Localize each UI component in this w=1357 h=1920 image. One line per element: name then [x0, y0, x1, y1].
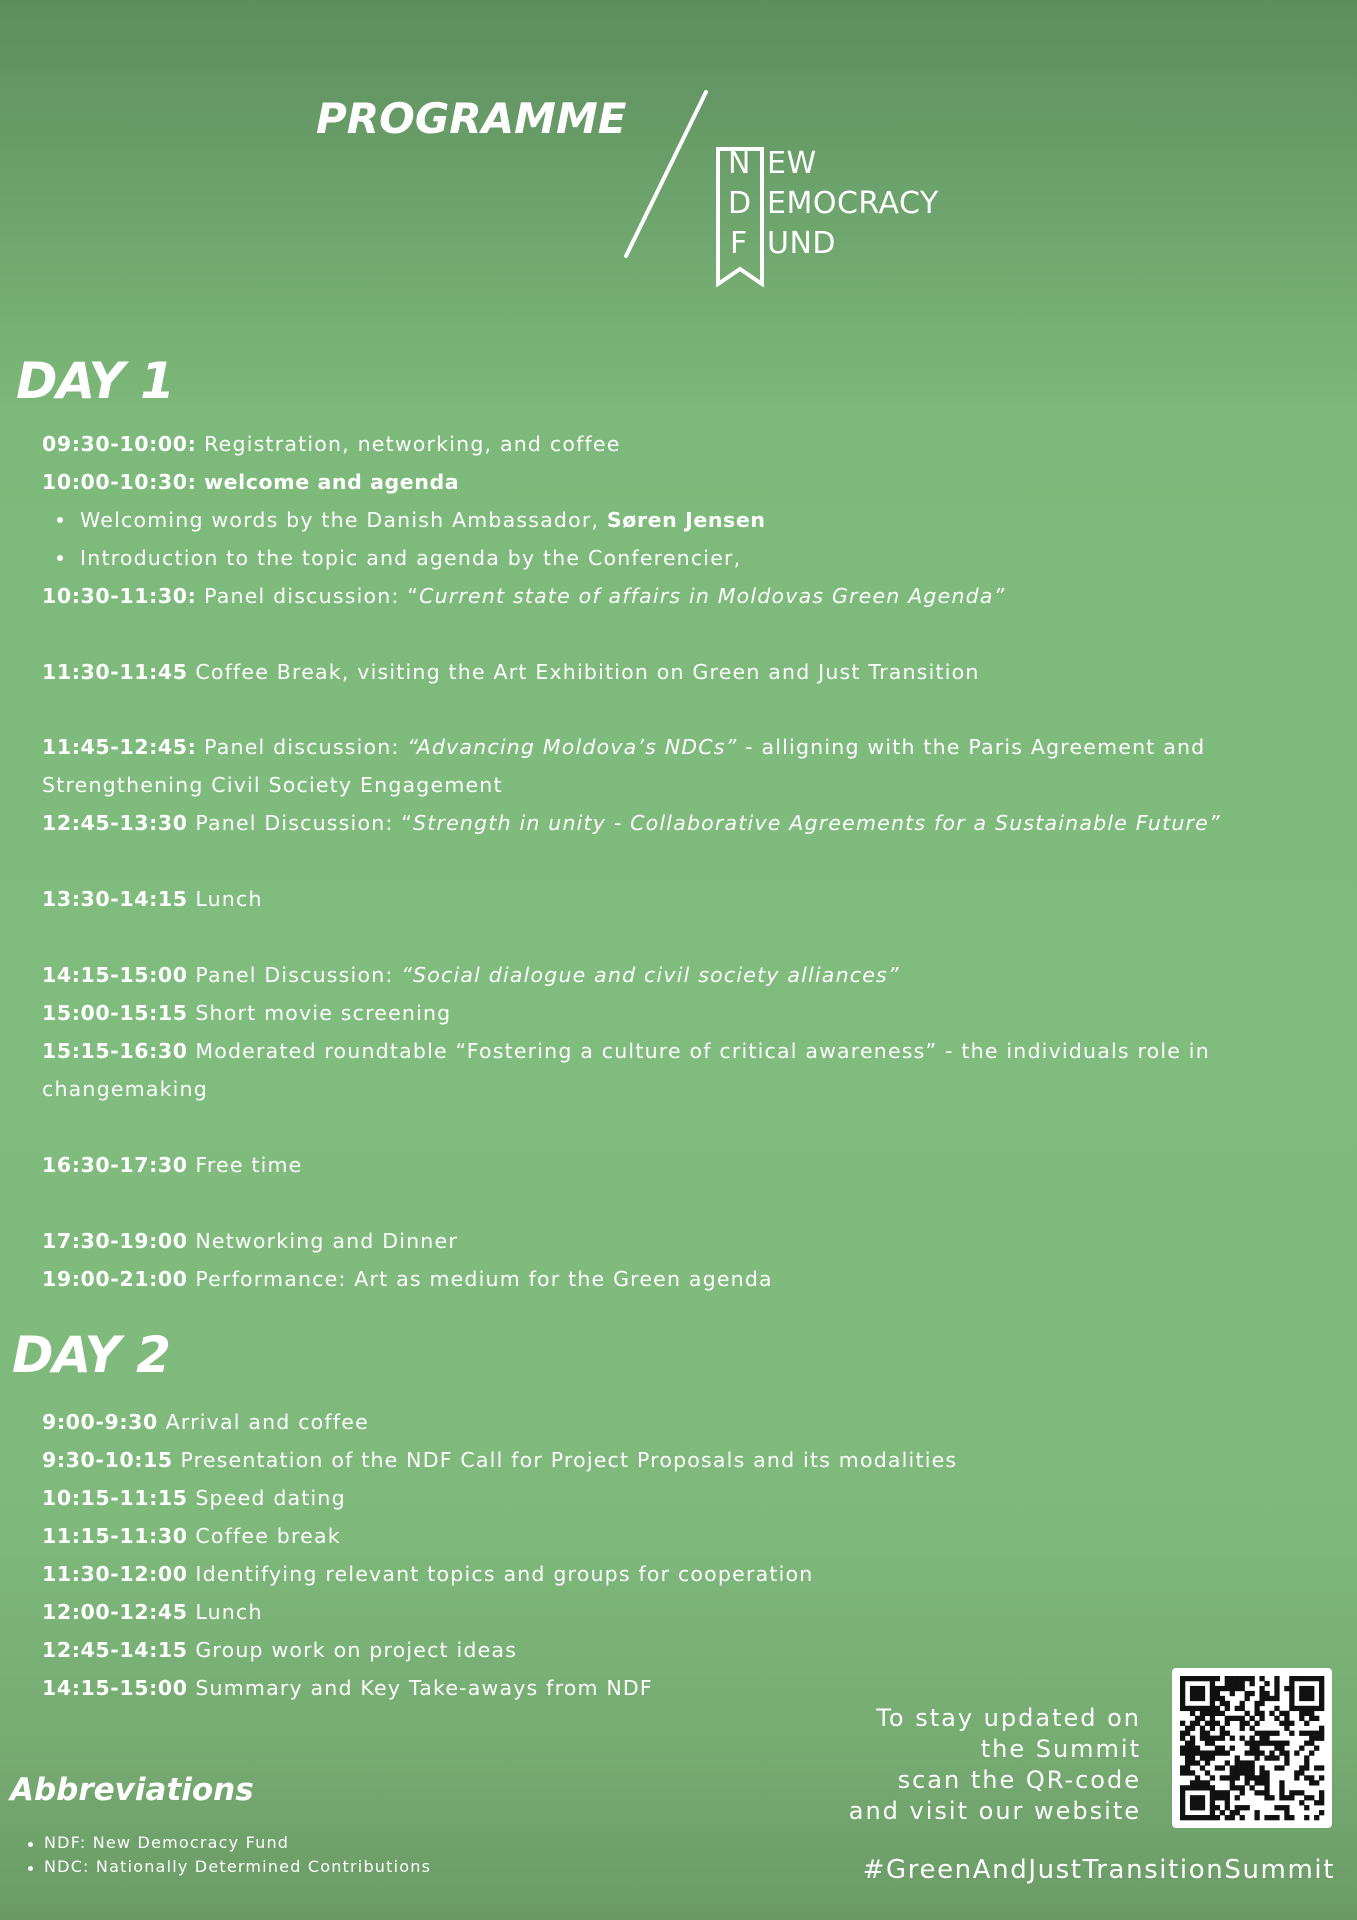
logo-letter-f: F — [730, 226, 748, 261]
schedule-subitem: Introduction to the topic and agenda by the Conferencier, — [80, 546, 742, 570]
schedule-item: 19:00-21:00 Performance: Art as medium for the Green agenda — [42, 1267, 773, 1291]
qr-code-icon — [1172, 1668, 1332, 1828]
logo-letter-n: N — [728, 146, 751, 181]
logo-letter-d: D — [728, 186, 752, 221]
schedule-item: 16:30-17:30 Free time — [42, 1153, 303, 1177]
logo-word-und: UND — [767, 226, 836, 261]
schedule-item: 9:30-10:15 Presentation of the NDF Call for Project Proposals and its modalities — [42, 1448, 958, 1472]
schedule-item: 11:15-11:30 Coffee break — [42, 1524, 341, 1548]
schedule-item: 14:15-15:00 Panel Discussion: “Social dialogue and civil society alliances” — [42, 963, 900, 987]
page-title: PROGRAMME — [316, 94, 627, 143]
qr-instructions: To stay updated on the Summit scan the QR-code and visit our website — [848, 1704, 1141, 1825]
bullet — [28, 1866, 33, 1871]
schedule-item: 14:15-15:00 Summary and Key Take-aways from NDF — [42, 1676, 653, 1700]
schedule-item: 9:00-9:30 Arrival and coffee — [42, 1410, 369, 1434]
schedule-item: 15:15-16:30 Moderated roundtable “Fostering a culture of critical awareness” - the individuals role in — [42, 1039, 1210, 1063]
schedule-item-continued: changemaking — [42, 1077, 208, 1101]
hashtag: #GreenAndJustTransitionSummit — [862, 1855, 1335, 1885]
day2-heading: DAY 2 — [12, 1326, 170, 1384]
schedule-item: 12:45-13:30 Panel Discussion: “Strength in unity - Collaborative Agreements for a Sustainable Future” — [42, 811, 1221, 835]
logo-word-emocracy: EMOCRACY — [767, 186, 939, 221]
qr-code[interactable] — [1172, 1668, 1332, 1828]
schedule-item: 13:30-14:15 Lunch — [42, 887, 263, 911]
bullet — [57, 517, 63, 523]
schedule-item: 11:30-11:45 Coffee Break, visiting the Art Exhibition on Green and Just Transition — [42, 660, 980, 684]
schedule-item: 11:45-12:45: Panel discussion: “Advancing Moldova’s NDCs” - alligning with the Paris Agreement and — [42, 735, 1206, 759]
schedule-item: 10:30-11:30: Panel discussion: “Current state of affairs in Moldovas Green Agenda” — [42, 584, 1006, 608]
schedule-item: 10:15-11:15 Speed dating — [42, 1486, 346, 1510]
schedule-subitem: Welcoming words by the Danish Ambassador, Søren Jensen — [80, 508, 766, 532]
day1-heading: DAY 1 — [16, 352, 174, 410]
divider-slash — [620, 90, 710, 260]
schedule-item: 09:30-10:00: Registration, networking, and coffee — [42, 432, 621, 456]
schedule-item: 17:30-19:00 Networking and Dinner — [42, 1229, 458, 1253]
abbreviations-title: Abbreviations — [10, 1772, 254, 1808]
schedule-item: 12:00-12:45 Lunch — [42, 1600, 263, 1624]
schedule-item-continued: Strengthening Civil Society Engagement — [42, 773, 503, 797]
abbreviation-item: NDF: New Democracy Fund — [44, 1833, 290, 1852]
bullet — [57, 555, 63, 561]
bullet — [28, 1842, 33, 1847]
schedule-item: 10:00-10:30: welcome and agenda — [42, 470, 460, 494]
schedule-item: 12:45-14:15 Group work on project ideas — [42, 1638, 518, 1662]
schedule-item: 15:00-15:15 Short movie screening — [42, 1001, 452, 1025]
logo-word-ew: EW — [767, 146, 817, 181]
abbreviation-item: NDC: Nationally Determined Contributions — [44, 1857, 432, 1876]
schedule-item: 11:30-12:00 Identifying relevant topics and groups for cooperation — [42, 1562, 814, 1586]
